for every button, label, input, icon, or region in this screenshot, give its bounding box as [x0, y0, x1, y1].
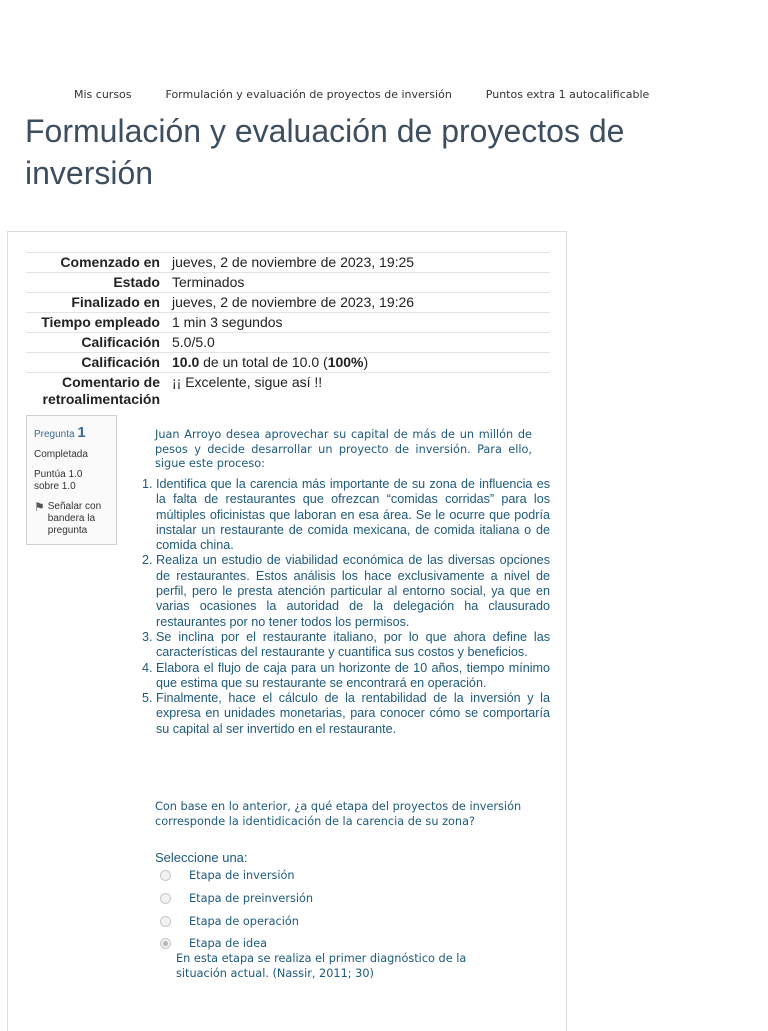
- answer-feedback: En esta etapa se realiza el primer diagnóstico de la situación actual. (Nassir, 2011; 30): [176, 952, 467, 980]
- list-item: 4. Elabora el flujo de caja para un horizonte de 10 años, tiempo mínimo que estima que su restaurante se encontrará en operación.: [156, 661, 550, 692]
- breadcrumb-link-quiz[interactable]: Puntos extra 1 autocalificable: [485, 88, 650, 101]
- question-grade: Puntúa 1.0 sobre 1.0: [34, 469, 83, 492]
- list-item: 2. Realiza un estudio de viabilidad económica de las diversas opciones de restaurantes. Estos análisis los hace exclusivamente a nivel de perfil, pero le presta atención particular al entorno social, ya que en varias ocasiones la autoridad de la delegación ha clausurado restaurantes por no tener todos los permisos.: [156, 553, 550, 629]
- grade-total-text: de un total de 10.0 (: [199, 354, 328, 370]
- option-label: Etapa de idea: [189, 937, 268, 950]
- radio-button-selected[interactable]: [160, 938, 171, 949]
- grade-score: 10.0: [172, 354, 200, 370]
- summary-row-state: [26, 273, 550, 293]
- page-title: Formulación y evaluación de proyectos de inversión: [25, 113, 625, 191]
- question-info-box: [26, 415, 117, 545]
- grade-label: Calificación: [26, 353, 172, 373]
- grade-percent: 100%: [327, 354, 364, 370]
- breadcrumb-link-mis-cursos[interactable]: Mis cursos: [74, 88, 132, 101]
- summary-row-started: [26, 253, 550, 273]
- flag-icon: ⚑: [34, 500, 45, 514]
- flag-question-link[interactable]: [34, 501, 109, 537]
- summary-row-finished: [26, 293, 550, 313]
- grade-value: [172, 353, 550, 373]
- option-label: Etapa de preinversión: [189, 892, 314, 905]
- question-steps-list: [138, 477, 550, 737]
- breadcrumb: [74, 88, 649, 101]
- time-taken-label: Tiempo empleado: [26, 313, 172, 333]
- option-label: Etapa de operación: [189, 915, 299, 928]
- option-label: Etapa de inversión: [189, 869, 295, 882]
- answer-option-idea[interactable]: [160, 937, 267, 950]
- state-label: Estado: [26, 273, 172, 293]
- quiz-review-panel: [7, 231, 567, 1031]
- started-label: Comenzado en: [26, 253, 172, 273]
- feedback-label: [26, 373, 172, 410]
- finished-value: jueves, 2 de noviembre de 2023, 19:26: [172, 293, 550, 313]
- time-taken-value: 1 min 3 segundos: [172, 313, 550, 333]
- feedback-value: ¡¡ Excelente, sigue así !!: [172, 373, 550, 410]
- select-one-label: Seleccione una:: [155, 850, 248, 865]
- answer-option-inversion[interactable]: [160, 869, 295, 882]
- summary-row-time: [26, 313, 550, 333]
- radio-button[interactable]: [160, 870, 171, 881]
- marks-value: 5.0/5.0: [172, 333, 550, 353]
- breadcrumb-link-course[interactable]: Formulación y evaluación de proyectos de inversión: [165, 88, 452, 101]
- marks-label: Calificación: [26, 333, 172, 353]
- started-value: jueves, 2 de noviembre de 2023, 19:25: [172, 253, 550, 273]
- grade-close-paren: ): [363, 354, 369, 370]
- list-item: 1. Identifica que la carencia más importante de su zona de influencia es la falta de restaurantes que ofrezcan “comidas corridas” para los múltiples oficinistas que laboran en esa área. Se le ocurre que podría instalar un restaurante de comida mexicana, de comida italiana o de comida china.: [156, 477, 550, 553]
- summary-row-marks: [26, 333, 550, 353]
- radio-button[interactable]: [160, 916, 171, 927]
- radio-button[interactable]: [160, 893, 171, 904]
- question-prompt: Con base en lo anterior, ¿a qué etapa del proyectos de inversión corresponde la identidicación de la carencia de su zona?: [155, 800, 522, 828]
- summary-row-grade: [26, 353, 550, 373]
- flag-question-label: Señalar con bandera la pregunta: [47, 501, 102, 536]
- question-label: Pregunta: [34, 429, 75, 440]
- feedback-label-line2: retroalimentación: [42, 391, 160, 407]
- question-number: [34, 424, 109, 441]
- answer-option-preinversion[interactable]: [160, 892, 313, 905]
- attempt-summary-table: [26, 252, 550, 409]
- answer-option-operacion[interactable]: [160, 915, 299, 928]
- list-item: 3. Se inclina por el restaurante italiano, por lo que ahora define las características del restaurante y cuantifica sus costos y beneficios.: [156, 630, 550, 661]
- list-item: 5. Finalmente, hace el cálculo de la rentabilidad de la inversión y la expresa en unidades monetarias, para conocer cómo se comportaría su capital al ser invertido en el restaurante.: [156, 691, 550, 737]
- question-number-value: 1: [77, 424, 86, 441]
- feedback-label-line1: Comentario de: [61, 374, 160, 390]
- question-status: Completada: [34, 449, 88, 460]
- state-value: Terminados: [172, 273, 550, 293]
- summary-row-feedback: [26, 373, 550, 410]
- question-intro: Juan Arroyo desea aprovechar su capital de más de un millón de pesos y decide desarrollar un proyecto de inversión. Para ello, sigue este proceso:: [155, 428, 532, 470]
- finished-label: Finalizado en: [26, 293, 172, 313]
